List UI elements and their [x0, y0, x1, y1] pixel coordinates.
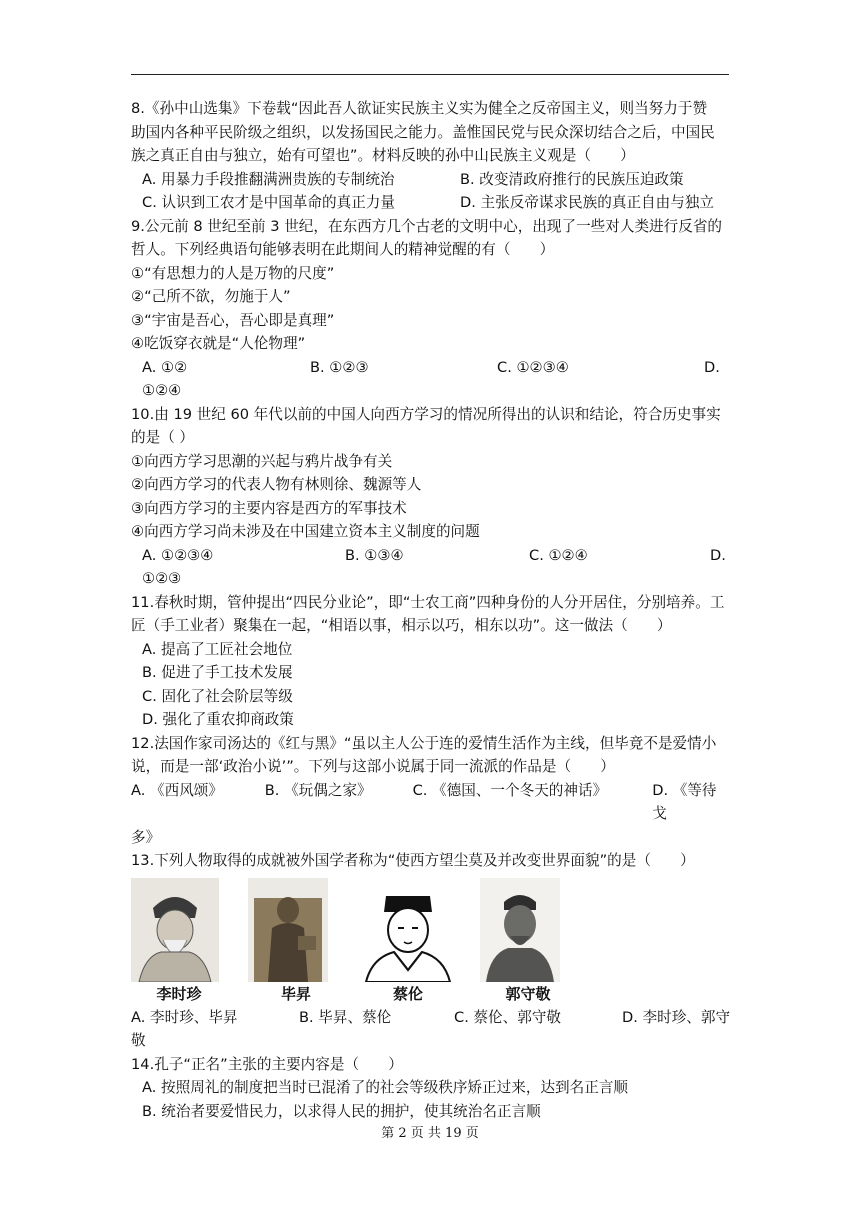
q14-stem: 14.孔子“正名”主张的主要内容是（ ）	[131, 1055, 403, 1073]
q8-option-b[interactable]: B. 改变清政府推行的民族压迫政策	[460, 170, 684, 188]
q9-option-d-cont: ①②④	[142, 382, 182, 399]
q11-option-c[interactable]: C. 固化了社会阶层等级	[142, 687, 293, 705]
q10-item-4: ④向西方学习尚未涉及在中国建立资本主义制度的问题	[131, 523, 480, 540]
q14-option-b[interactable]: B. 统治者要爱惜民力，以求得人民的拥护，使其统治名正言顺	[142, 1102, 541, 1120]
q12-option-d-cont: 多》	[131, 828, 161, 846]
q10-option-d-cont: ①②③	[142, 570, 182, 587]
portrait-guo-shoujing	[480, 878, 576, 1004]
q10-stem-line1: 10.由 19 世纪 60 年代以前的中国人向西方学习的情况所得出的认识和结论，符合历史事实	[131, 405, 721, 423]
q9-option-a[interactable]: A. ①②	[142, 358, 188, 376]
q8-option-a[interactable]: A. 用暴力手段推翻满洲贵族的专制统治	[142, 170, 395, 188]
portrait-name-1: 李时珍	[156, 984, 202, 1003]
q9-option-c[interactable]: C. ①②③④	[497, 358, 569, 376]
q12-option-d[interactable]: D. 《等待戈	[652, 781, 717, 822]
q13-option-c[interactable]: C. 蔡伦、郭守敬	[454, 1008, 562, 1026]
q8-stem-line1: 8.《孙中山选集》下卷载“因此吾人欲证实民族主义实为健全之反帝国主义，则当努力于赞	[131, 100, 708, 117]
q12-option-a[interactable]: A. 《西风颂》	[131, 781, 223, 799]
q10-stem-line2: 的是（ ）	[131, 429, 195, 446]
portrait-name-3: 蔡伦	[392, 984, 423, 1003]
page-content	[131, 97, 731, 1123]
portrait-name-4: 郭守敬	[505, 984, 551, 1003]
q9-option-d[interactable]: D.	[704, 358, 720, 376]
q10-item-3: ③向西方学习的主要内容是西方的军事技术	[131, 499, 407, 517]
portrait-guo-shoujing-image	[480, 878, 560, 982]
q11-option-a[interactable]: A. 提高了工匠社会地位	[142, 640, 293, 658]
q9-stem-line2: 哲人。下列经典语句能够表明在此期间人的精神觉醒的有（ ）	[131, 241, 555, 258]
q12-options	[131, 779, 731, 826]
q9-stem-line1: 9.公元前 8 世纪至前 3 世纪，在东西方几个古老的文明中心，出现了一些对人类进行反省的	[131, 217, 723, 235]
q12-stem-line2: 说，而是一部‘政治小说’”。下列与这部小说属于同一流派的作品是（ ）	[131, 758, 615, 775]
q8-options-row1	[131, 168, 731, 192]
q13-option-d-cont: 敬	[131, 1032, 146, 1049]
q13-option-b[interactable]: B. 毕昇、蔡伦	[299, 1008, 392, 1026]
q8-stem-line3: 族之真正自由与独立，始有可望也”。材料反映的孙中山民族主义观是（ ）	[131, 147, 635, 164]
q12-stem-line1: 12.法国作家司汤达的《红与黑》“虽以主人公于连的爱情生活作为主线，但毕竟不是爱情小	[131, 734, 717, 752]
header-rule	[131, 74, 729, 75]
q9-item-4: ④吃饭穿衣就是“人伦物理”	[131, 335, 306, 352]
q10-item-2: ②向西方学习的代表人物有林则徐、魏源等人	[131, 476, 422, 493]
portrait-bi-sheng	[248, 878, 344, 1004]
q12-option-b[interactable]: B. 《玩偶之家》	[264, 781, 372, 799]
portrait-name-2: 毕昇	[280, 984, 311, 1003]
q8-options-row2	[131, 191, 731, 215]
q8-option-c[interactable]: C. 认识到工农才是中国革命的真正力量	[142, 194, 395, 211]
q8-option-d[interactable]: D. 主张反帝谋求民族的真正自由与独立	[460, 194, 715, 211]
q12-option-c[interactable]: C. 《德国、一个冬天的神话》	[412, 781, 608, 799]
q9-options	[131, 356, 731, 380]
q10-option-c[interactable]: C. ①②④	[529, 546, 588, 564]
q10-option-b[interactable]: B. ①③④	[345, 546, 404, 564]
portrait-cai-lun	[360, 878, 456, 1004]
q13-options	[131, 1006, 731, 1030]
q13-stem: 13.下列人物取得的成就被外国学者称为“使西方望尘莫及并改变世界面貌”的是（ ）	[131, 852, 695, 869]
q10-option-d[interactable]: D.	[710, 546, 726, 564]
q14-option-a[interactable]: A. 按照周礼的制度把当时已混淆了的社会等级秩序矫正过来，达到名正言顺	[142, 1079, 629, 1096]
portrait-cai-lun-image	[360, 878, 456, 982]
q9-option-b[interactable]: B. ①②③	[310, 358, 369, 376]
q11-option-b[interactable]: B. 促进了手工技术发展	[142, 664, 293, 681]
q8-stem-line2: 助国内各种平民阶级之组织，以发扬国民之能力。盖惟国民党与民众深切结合之后，中国民	[131, 123, 715, 141]
portrait-li-shizhen	[131, 878, 227, 1004]
q13-option-d[interactable]: D. 李时珍、郭守	[622, 1008, 731, 1026]
q9-item-3: ③“宇宙是吾心，吾心即是真理”	[131, 311, 335, 329]
q11-stem-line1: 11.春秋时期，管仲提出“四民分业论”，即“士农工商”四种身份的人分开居住，分别培养。工	[131, 593, 725, 611]
q13-portraits	[131, 878, 731, 1006]
portrait-bi-sheng-image	[248, 878, 328, 982]
q9-item-1: ①“有思想力的人是万物的尺度”	[131, 264, 335, 282]
q10-option-a[interactable]: A. ①②③④	[142, 546, 214, 564]
page-footer: 第 2 页 共 19 页	[381, 1126, 479, 1141]
q10-options	[131, 544, 731, 568]
q13-option-a[interactable]: A. 李时珍、毕昇	[131, 1008, 238, 1026]
q11-stem-line2: 匠（手工业者）聚集在一起，“相语以事，相示以巧，相东以功”。这一做法（ ）	[131, 617, 672, 634]
q11-option-d[interactable]: D. 强化了重农抑商政策	[142, 711, 294, 728]
q10-item-1: ①向西方学习思潮的兴起与鸦片战争有关	[131, 452, 393, 470]
portrait-li-shizhen-image	[131, 878, 219, 982]
q9-item-2: ②“己所不欲，勿施于人”	[131, 288, 291, 305]
